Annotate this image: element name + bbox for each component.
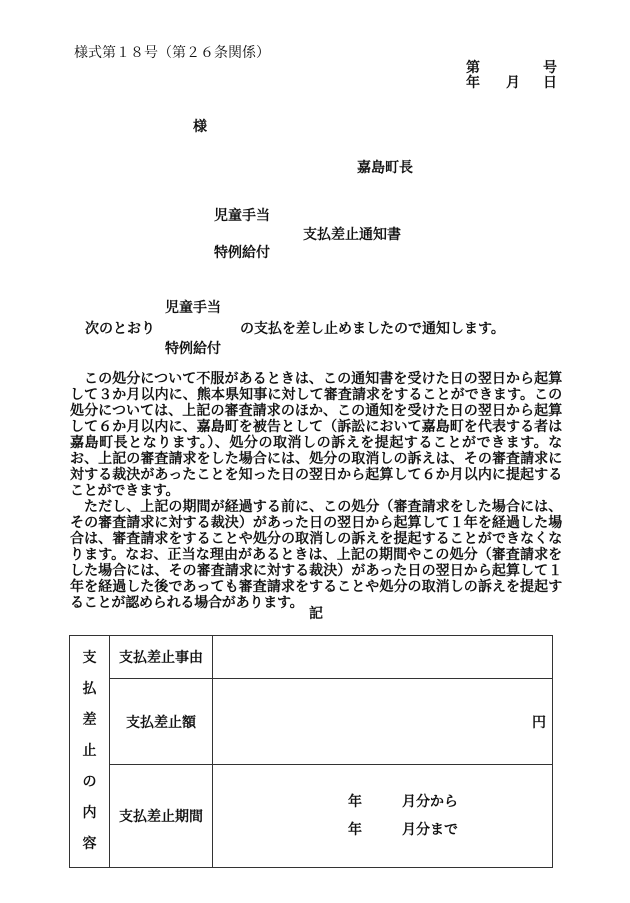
period-value[interactable] [213,765,553,868]
table-row [70,679,553,765]
suspension-details-table [69,635,553,868]
document-number-prefix: 第 [466,60,480,76]
form-number: 様式第１８号（第２６条関係） [74,45,270,61]
appeal-instructions [70,371,562,611]
instructions-paragraph-2: ただし、上記の期間が経過する前に、この処分（審査請求をした場合には、その審査請求に対する裁決）があった日の翌日から起算して１年を経過した場合は、審査請求をすることや処分の取消しの訴えを提起することができなくなります。なお、正当な理由があるときは、上記の期間やこの処分（審査請求をした場合には、その審査請求に対する裁決）があった日の翌日から起算して１年を経過した後であっても審査請求をすることや処分の取消しの訴えを提起することが認められる場合があります。 [70,499,562,611]
amount-unit: 円 [532,714,546,731]
period-to: 年 月分まで [348,822,458,838]
title-option-child-allowance: 児童手当 [214,208,270,224]
ki-heading: 記 [309,606,323,622]
date-day: 日 [543,75,557,91]
amount-value[interactable] [213,679,553,765]
addressee-suffix: 様 [193,119,207,135]
instructions-paragraph-1: この処分について不服があるときは、この通知書を受けた日の翌日から起算して３か月以内に、熊本県知事に対して審査請求をすることができます。この処分については、上記の審査請求のほか、この通知を受けた日の翌日から起算して６か月以内に、嘉島町を被告として（訴訟において嘉島町を代表する者は嘉島町長となります。）、処分の取消しの訴えを提起することができます。なお、上記の審査請求をした場合には、処分の取消しの訴えは、その審査請求に対する裁決があったことを知った日の翌日から起算して６か月以内に提起することができます。 [70,371,562,499]
reason-label: 支払差止事由 [110,636,213,679]
side-label: 支 払 差 止 の 内 容 [70,636,110,868]
notice-trail: の支払を差し止めましたので通知します。 [240,321,505,337]
notice-lead: 次のとおり [85,321,155,337]
period-from: 年 月分から [348,794,458,810]
table-row [70,765,553,868]
reason-value[interactable] [213,636,553,679]
notice-option-special-benefit: 特例給付 [165,341,221,357]
sender-name: 嘉島町長 [357,160,413,176]
date-year: 年 [466,75,480,91]
period-label: 支払差止期間 [110,765,213,868]
date-month: 月 [506,75,520,91]
title-option-special-benefit: 特例給付 [214,245,270,261]
table-row [70,636,553,679]
amount-label: 支払差止額 [110,679,213,765]
document-number-suffix: 号 [543,60,557,76]
document-title: 支払差止通知書 [303,227,401,243]
notice-option-child-allowance: 児童手当 [165,300,221,316]
